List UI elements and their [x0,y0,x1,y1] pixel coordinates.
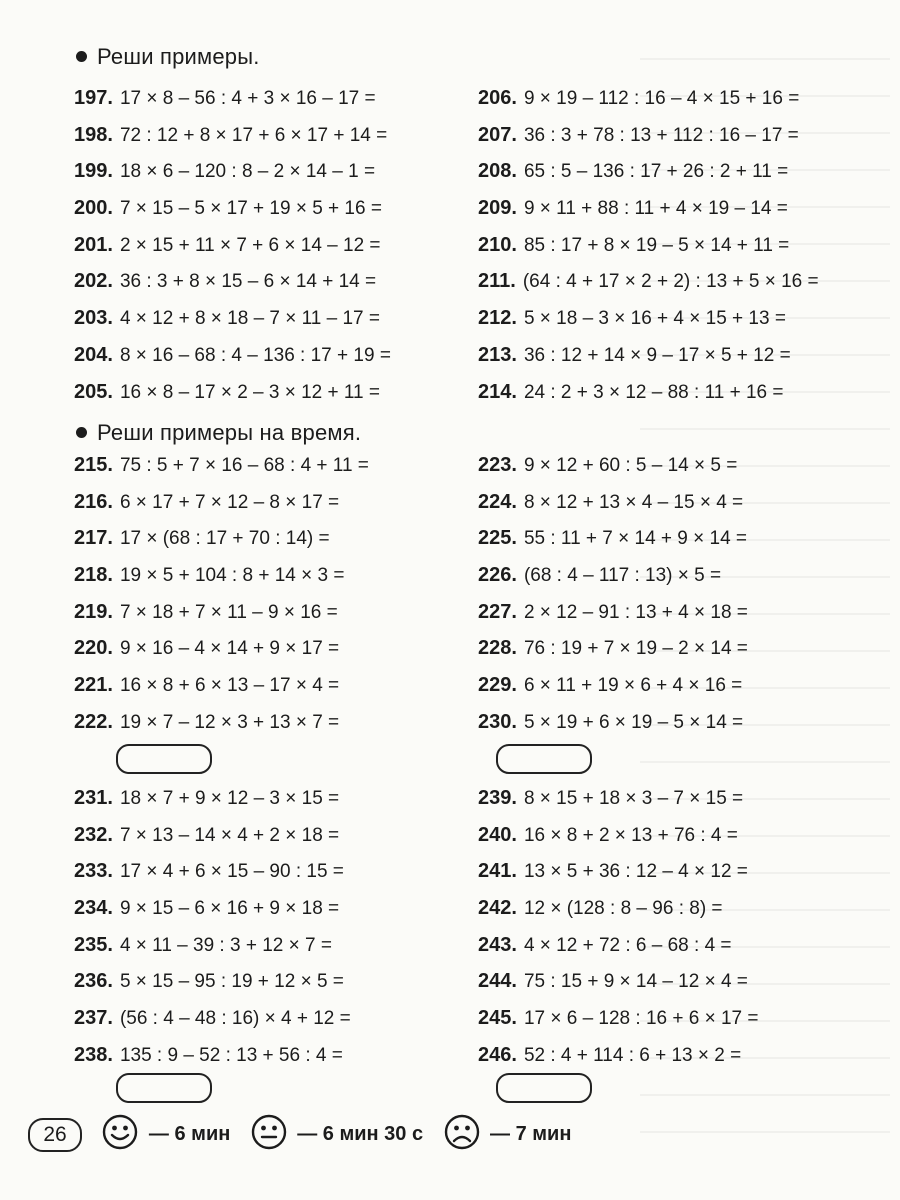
exercise-row [478,594,748,631]
exercise-expression: (68 : 4 – 117 : 13) × 5 = [523,565,722,587]
exercise-number: 246. [478,1043,517,1066]
exercise-row [478,890,758,927]
exercise-number: 222. [74,710,113,733]
exercise-number: 221. [74,674,113,697]
exercise-row [478,263,819,300]
bullet-icon [76,51,87,62]
exercise-number: 212. [478,307,517,330]
exercise-number: 230. [478,710,517,733]
exercise-number: 216. [74,490,113,513]
exercise-expression: 24 : 2 + 3 × 12 – 88 : 11 + 16 = [523,381,784,403]
exercise-number: 233. [74,860,113,883]
exercise-expression: (56 : 4 – 48 : 16) × 4 + 12 = [119,1008,351,1030]
exercise-row [478,153,819,190]
exercise-row [478,447,748,484]
exercise-expression: 85 : 17 + 8 × 19 – 5 × 14 + 11 = [523,234,790,256]
exercise-expression: 72 : 12 + 8 × 17 + 6 × 17 + 14 = [119,124,388,146]
exercise-row [478,300,819,337]
exercise-row [74,704,369,741]
exercise-expression: 9 × 16 – 4 × 14 + 9 × 17 = [119,638,340,660]
exercise-number: 218. [74,564,113,587]
exercise-row [478,704,748,741]
section-title-2: Реши примеры на время. [76,420,361,446]
exercise-expression: 8 × 16 – 68 : 4 – 136 : 17 + 19 = [119,344,391,366]
exercise-number: 237. [74,1007,113,1030]
frowning-face-icon [444,1114,480,1155]
happy-time-label: — 6 мин [148,1123,231,1145]
exercise-number: 243. [478,933,517,956]
exercise-expression: 9 × 19 – 112 : 16 – 4 × 15 + 16 = [523,88,800,109]
time-answer-box-4[interactable] [496,1073,592,1103]
exercise-expression: 65 : 5 – 136 : 17 + 26 : 2 + 11 = [523,161,789,183]
exercise-number: 200. [74,197,113,220]
exercise-row [74,630,369,667]
exercise-expression: 36 : 12 + 14 × 9 – 17 × 5 + 12 = [523,344,791,366]
exercise-expression: 7 × 15 – 5 × 17 + 19 × 5 + 16 = [119,198,382,220]
exercise-row [74,263,391,300]
section-title-1: Реши примеры. [76,44,260,70]
exercise-row [478,337,819,374]
exercise-expression: 8 × 15 + 18 × 3 – 7 × 15 = [523,788,744,809]
exercise-row [478,1000,758,1037]
exercise-number: 240. [478,823,517,846]
exercise-number: 211. [478,270,516,293]
exercise-row [478,667,748,704]
exercise-number: 235. [74,933,113,956]
exercise-row [478,117,819,154]
neutral-face-icon [251,1114,287,1155]
exercise-column-left-2 [74,447,369,741]
exercise-number: 197. [74,87,113,109]
exercise-row [74,1000,351,1037]
exercise-expression: 36 : 3 + 78 : 13 + 112 : 16 – 17 = [523,124,799,146]
exercise-expression: 17 × 8 – 56 : 4 + 3 × 16 – 17 = [119,88,376,109]
exercise-expression: 6 × 11 + 19 × 6 + 4 × 16 = [523,675,743,697]
exercise-expression: 16 × 8 + 6 × 13 – 17 × 4 = [119,675,340,697]
sad-time-label: — 7 мин [490,1123,572,1145]
exercise-number: 231. [74,787,113,809]
exercise-column-right-3 [478,780,758,1074]
neutral-time-label: — 6 мин 30 с [297,1123,424,1145]
exercise-expression: 52 : 4 + 114 : 6 + 13 × 2 = [523,1044,742,1066]
exercise-expression: 17 × 6 – 128 : 16 + 6 × 17 = [523,1008,759,1030]
exercise-number: 208. [478,160,517,183]
exercise-row [478,520,748,557]
exercise-row [478,963,758,1000]
exercise-expression: (64 : 4 + 17 × 2 + 2) : 13 + 5 × 16 = [522,271,819,293]
exercise-row [478,817,758,854]
exercise-expression: 4 × 12 + 72 : 6 – 68 : 4 = [523,934,732,956]
exercise-number: 215. [74,454,113,476]
exercise-number: 214. [478,380,517,403]
exercise-number: 234. [74,897,113,920]
exercise-number: 224. [478,490,517,513]
exercise-number: 241. [478,860,517,883]
exercise-number: 206. [478,87,517,109]
exercise-expression: 16 × 8 + 2 × 13 + 76 : 4 = [523,824,738,846]
exercise-row [74,927,351,964]
exercise-column-left-1 [74,80,391,410]
exercise-expression: 12 × (128 : 8 – 96 : 8) = [523,898,723,920]
exercise-expression: 2 × 12 – 91 : 13 + 4 × 18 = [523,601,748,623]
exercise-row [74,153,391,190]
exercise-number: 226. [478,564,517,587]
exercise-expression: 5 × 18 – 3 × 16 + 4 × 15 + 13 = [523,308,786,330]
exercise-expression: 5 × 15 – 95 : 19 + 12 × 5 = [119,971,344,993]
exercise-expression: 5 × 19 + 6 × 19 – 5 × 14 = [523,711,744,733]
exercise-number: 202. [74,270,113,293]
time-answer-box-2[interactable] [496,744,592,774]
exercise-number: 236. [74,970,113,993]
exercise-expression: 9 × 11 + 88 : 11 + 4 × 19 – 14 = [523,198,788,220]
exercise-expression: 36 : 3 + 8 × 15 – 6 × 14 + 14 = [119,271,377,293]
exercise-row [74,117,391,154]
exercise-number: 227. [478,600,517,623]
exercise-column-right-1 [478,80,819,410]
exercise-row [74,853,351,890]
exercise-row [478,190,819,227]
exercise-row [478,484,748,521]
exercise-column-right-2 [478,447,748,741]
exercise-expression: 7 × 18 + 7 × 11 – 9 × 16 = [119,601,338,623]
exercise-row [74,1037,351,1074]
exercise-row [74,190,391,227]
exercise-expression: 6 × 17 + 7 × 12 – 8 × 17 = [119,491,340,513]
exercise-row [74,337,391,374]
exercise-expression: 4 × 11 – 39 : 3 + 12 × 7 = [119,934,332,956]
exercise-column-left-3 [74,780,351,1074]
exercise-expression: 17 × 4 + 6 × 15 – 90 : 15 = [119,861,344,883]
exercise-number: 229. [478,674,517,697]
exercise-number: 210. [478,233,517,256]
page-number: 26 [28,1118,82,1152]
exercise-row [478,630,748,667]
exercise-row [478,374,819,411]
exercise-number: 244. [478,970,517,993]
exercise-row [74,817,351,854]
exercise-expression: 17 × (68 : 17 + 70 : 14) = [119,528,330,550]
exercise-row [74,80,391,117]
exercise-expression: 75 : 15 + 9 × 14 – 12 × 4 = [523,971,748,993]
exercise-row [478,80,819,117]
exercise-number: 220. [74,637,113,660]
exercise-row [74,484,369,521]
exercise-expression: 18 × 7 + 9 × 12 – 3 × 15 = [119,788,340,809]
bullet-icon [76,427,87,438]
exercise-row [74,227,391,264]
exercise-row [478,1037,758,1074]
exercise-row [478,927,758,964]
exercise-expression: 8 × 12 + 13 × 4 – 15 × 4 = [523,491,744,513]
exercise-expression: 9 × 15 – 6 × 16 + 9 × 18 = [119,898,340,920]
exercise-row [478,780,758,817]
exercise-expression: 55 : 11 + 7 × 14 + 9 × 14 = [523,528,748,550]
smiling-face-icon [102,1114,138,1155]
exercise-number: 239. [478,787,517,809]
exercise-row [74,557,369,594]
exercise-row [478,853,758,890]
exercise-expression: 19 × 7 – 12 × 3 + 13 × 7 = [119,711,340,733]
exercise-number: 242. [478,897,517,920]
exercise-row [74,594,369,631]
exercise-number: 204. [74,343,113,366]
exercise-number: 207. [478,123,517,146]
exercise-expression: 16 × 8 – 17 × 2 – 3 × 12 + 11 = [119,381,380,403]
exercise-number: 223. [478,454,517,476]
exercise-expression: 135 : 9 – 52 : 13 + 56 : 4 = [119,1044,343,1066]
exercise-number: 201. [74,233,113,256]
exercise-expression: 18 × 6 – 120 : 8 – 2 × 14 – 1 = [119,161,376,183]
exercise-row [74,520,369,557]
time-answer-box-3[interactable] [116,1073,212,1103]
exercise-number: 228. [478,637,517,660]
exercise-number: 205. [74,380,113,403]
exercise-number: 213. [478,343,517,366]
exercise-row [74,667,369,704]
exercise-row [478,557,748,594]
exercise-number: 198. [74,123,113,146]
exercise-expression: 2 × 15 + 11 × 7 + 6 × 14 – 12 = [119,234,381,256]
exercise-expression: 13 × 5 + 36 : 12 – 4 × 12 = [523,861,748,883]
exercise-expression: 19 × 5 + 104 : 8 + 14 × 3 = [119,565,345,587]
exercise-number: 203. [74,307,113,330]
exercise-number: 217. [74,527,113,550]
exercise-number: 219. [74,600,113,623]
exercise-expression: 4 × 12 + 8 × 18 – 7 × 11 – 17 = [119,308,380,330]
exercise-number: 225. [478,527,517,550]
exercise-row [74,300,391,337]
exercise-expression: 75 : 5 + 7 × 16 – 68 : 4 + 11 = [119,455,369,476]
exercise-row [74,374,391,411]
exercise-expression: 7 × 13 – 14 × 4 + 2 × 18 = [119,824,340,846]
exercise-number: 245. [478,1007,517,1030]
exercise-row [74,963,351,1000]
time-answer-box-1[interactable] [116,744,212,774]
exercise-number: 232. [74,823,113,846]
exercise-number: 199. [74,160,113,183]
exercise-row [74,447,369,484]
footer-time-legend [28,1114,571,1154]
exercise-row [478,227,819,264]
exercise-row [74,780,351,817]
exercise-number: 238. [74,1043,113,1066]
exercise-number: 209. [478,197,517,220]
exercise-row [74,890,351,927]
exercise-expression: 9 × 12 + 60 : 5 – 14 × 5 = [523,455,738,476]
exercise-expression: 76 : 19 + 7 × 19 – 2 × 14 = [523,638,748,660]
